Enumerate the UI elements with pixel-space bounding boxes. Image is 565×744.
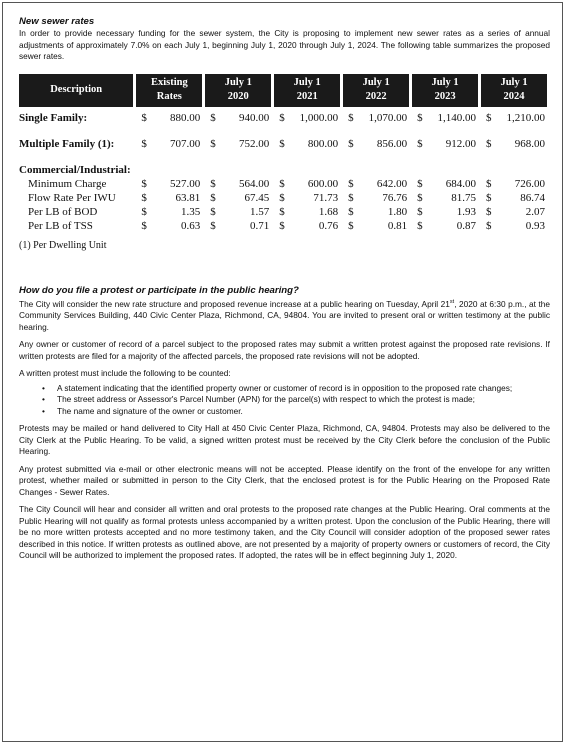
table-footnote: (1) Per Dwelling Unit xyxy=(19,239,107,251)
currency-symbol: $ xyxy=(279,111,285,124)
currency-symbol: $ xyxy=(417,191,423,204)
rate-value: 912.00 xyxy=(445,137,477,150)
rate-cell xyxy=(412,205,478,219)
rate-cell xyxy=(136,191,202,205)
currency-symbol: $ xyxy=(348,205,354,218)
currency-symbol: $ xyxy=(279,219,285,232)
rate-cell xyxy=(343,125,409,151)
currency-symbol: $ xyxy=(141,205,147,218)
rate-cell xyxy=(205,219,271,233)
row-label: Commercial/Industrial: xyxy=(19,163,131,176)
rate-value: 1,210.00 xyxy=(506,111,545,124)
rate-value: 0.81 xyxy=(387,219,408,232)
rate-cell xyxy=(205,205,271,219)
currency-symbol: $ xyxy=(141,219,147,232)
rate-cell xyxy=(343,177,409,191)
header-description: Description xyxy=(19,74,133,107)
currency-symbol: $ xyxy=(210,111,216,124)
rate-value: 1,140.00 xyxy=(437,111,477,124)
rate-cell xyxy=(412,177,478,191)
rate-value: 76.76 xyxy=(382,191,408,204)
bullet-icon: • xyxy=(42,405,45,416)
rate-value: 726.00 xyxy=(514,177,545,190)
rate-cell xyxy=(205,177,271,191)
rate-value: 968.00 xyxy=(514,137,545,150)
rate-value: 0.76 xyxy=(318,219,339,232)
rate-cell xyxy=(274,205,340,219)
list-item: • The street address or Assessor's Parcel Number (APN) for the parcel(s) with respect to which the protest is made; xyxy=(42,394,475,404)
list-item: • A statement indicating that the identified property owner or customer of record is in opposition to the proposed rate changes; xyxy=(42,382,513,393)
row-label: Minimum Charge xyxy=(28,177,107,190)
rate-value: 856.00 xyxy=(376,137,408,150)
rate-value: 880.00 xyxy=(170,111,201,124)
protest-requirements-intro: A written protest must include the following to be counted: xyxy=(19,368,231,378)
currency-symbol: $ xyxy=(210,177,216,190)
rate-cell xyxy=(481,125,547,151)
table-row-commercial-heading xyxy=(19,151,547,177)
rate-cell xyxy=(343,205,409,219)
rate-cell xyxy=(481,177,547,191)
currency-symbol: $ xyxy=(417,137,423,150)
currency-symbol: $ xyxy=(210,219,216,232)
currency-symbol: $ xyxy=(417,177,423,190)
hearing-paragraph: The City will consider the new rate structure and proposed revenue increase at a public hearing on Tuesday, April 21st, 2020 at 6:30 p.m., at the Community Services Building, 440 Civic Center Plaza, Richmond, CA, 94804. You are invited to present oral or written testimony at the public hearing. xyxy=(19,298,550,332)
electronic-protest-paragraph: Any protest submitted via e-mail or other electronic means will not be accepted. Please identify on the front of the envelope for any written protest, whether mailed or submitted in person to the City Clerk, that the enclosed protest is for the Public Hearing on the Proposed Rate Changes - Sewer Rates. xyxy=(19,463,550,497)
rate-value: 564.00 xyxy=(238,177,270,190)
currency-symbol: $ xyxy=(141,177,147,190)
rate-cell xyxy=(481,191,547,205)
header-2021: July 1 2021 xyxy=(274,74,340,107)
rate-value: 63.81 xyxy=(175,191,201,204)
currency-symbol: $ xyxy=(279,177,285,190)
rate-value: 1.93 xyxy=(456,205,477,218)
currency-symbol: $ xyxy=(279,205,285,218)
rate-value: 67.45 xyxy=(244,191,270,204)
currency-symbol: $ xyxy=(348,177,354,190)
list-item: • The name and signature of the owner or customer. xyxy=(42,405,243,416)
bullet-icon: • xyxy=(42,394,45,404)
rate-value: 81.75 xyxy=(451,191,477,204)
rate-value: 1,000.00 xyxy=(299,111,339,124)
rate-value: 600.00 xyxy=(307,177,339,190)
currency-symbol: $ xyxy=(348,219,354,232)
row-label: Per LB of TSS xyxy=(28,219,93,232)
rate-value: 940.00 xyxy=(238,111,270,124)
rate-cell xyxy=(136,107,202,125)
rate-cell xyxy=(136,125,202,151)
rate-cell xyxy=(205,191,271,205)
rate-value: 800.00 xyxy=(307,137,339,150)
rate-value: 1.68 xyxy=(318,205,339,218)
currency-symbol: $ xyxy=(417,205,423,218)
rate-value: 0.71 xyxy=(249,219,270,232)
table-row-tss xyxy=(19,219,547,233)
table-row-multiple-family xyxy=(19,125,547,151)
rate-cell xyxy=(136,177,202,191)
currency-symbol: $ xyxy=(486,191,492,204)
currency-symbol: $ xyxy=(141,137,147,150)
sewer-rates-table xyxy=(16,74,550,233)
currency-symbol: $ xyxy=(486,219,492,232)
currency-symbol: $ xyxy=(417,219,423,232)
row-label: Multiple Family (1): xyxy=(19,137,115,150)
rate-cell xyxy=(412,125,478,151)
rate-value: 0.87 xyxy=(456,219,477,232)
rate-cell xyxy=(136,219,202,233)
rate-cell xyxy=(274,191,340,205)
table-row-bod xyxy=(19,205,547,219)
rate-value: 684.00 xyxy=(445,177,477,190)
header-2023: July 1 2023 xyxy=(412,74,478,107)
row-label: Flow Rate Per IWU xyxy=(28,191,116,204)
rate-value: 2.07 xyxy=(525,205,545,218)
rate-value: 752.00 xyxy=(238,137,270,150)
protest-eligibility-paragraph: Any owner or customer of record of a parcel subject to the proposed rates may submit a written protest against the proposed rate revisions. If written protests are filed for a majority of the affected parcels, the proposed rate revisions will not be adopted. xyxy=(19,339,550,361)
header-2024: July 1 2024 xyxy=(481,74,547,107)
rate-cell xyxy=(343,219,409,233)
currency-symbol: $ xyxy=(141,191,147,204)
currency-symbol: $ xyxy=(486,205,492,218)
header-2020: July 1 2020 xyxy=(205,74,271,107)
currency-symbol: $ xyxy=(210,137,216,150)
rate-value: 1.35 xyxy=(181,205,201,218)
rate-cell xyxy=(274,219,340,233)
rate-cell xyxy=(481,205,547,219)
rate-cell xyxy=(136,205,202,219)
table-header-row xyxy=(19,74,547,107)
table-row-minimum-charge xyxy=(19,177,547,191)
rate-cell xyxy=(343,107,409,125)
protest-requirements-list xyxy=(42,383,550,418)
protest-delivery-paragraph: Protests may be mailed or hand delivered to City Hall at 450 Civic Center Plaza, Richmond, CA, 94804. Protests may also be delivered to the City Clerk at the Public Hearing. To be valid, a signed written protest must be received by the City Clerk before the conclusion of the Public Hearing. xyxy=(19,423,550,456)
currency-symbol: $ xyxy=(348,191,354,204)
protest-heading: How do you file a protest or participate in the public hearing? xyxy=(19,284,299,296)
table-row-single-family xyxy=(19,107,547,125)
council-hearing-paragraph: The City Council will hear and consider all written and oral protests to the proposed rate changes at the Public Hearing. Oral comments at the Public Hearing will not qualify as formal protests unless accompanied by a written protest. Upon the conclusion of the Public Hearing, there will be no more written protests accepted and no more testimony taken, and the City Council will consider adoption of the proposed sewer rates described in this notice. If written protests as outlined above, are not presented by a majority of property owners or customers of record, the City Council will be authorized to implement the proposed rates. If adopted, the rates will be in effect beginning July 1, 2020. xyxy=(19,504,550,560)
row-label: Single Family: xyxy=(19,111,88,124)
rate-cell xyxy=(412,191,478,205)
rate-value: 0.93 xyxy=(525,219,545,232)
row-label: Per LB of BOD xyxy=(28,205,98,218)
rate-cell xyxy=(481,107,547,125)
currency-symbol: $ xyxy=(486,111,492,124)
rate-value: 86.74 xyxy=(520,191,545,204)
rate-value: 527.00 xyxy=(170,177,201,190)
rate-cell xyxy=(205,125,271,151)
rate-cell xyxy=(481,219,547,233)
header-2022: July 1 2022 xyxy=(343,74,409,107)
rate-value: 1.80 xyxy=(387,205,408,218)
currency-symbol: $ xyxy=(348,111,354,124)
sewer-rates-heading: New sewer rates xyxy=(19,16,95,27)
currency-symbol: $ xyxy=(279,191,285,204)
rate-cell xyxy=(343,191,409,205)
rate-value: 1,070.00 xyxy=(368,111,408,124)
rate-cell xyxy=(412,107,478,125)
rate-cell xyxy=(412,219,478,233)
rate-value: 642.00 xyxy=(376,177,408,190)
rate-cell xyxy=(205,107,271,125)
notice-page xyxy=(2,2,563,742)
rate-value: 1.57 xyxy=(249,205,270,218)
rate-cell xyxy=(274,125,340,151)
currency-symbol: $ xyxy=(348,137,354,150)
header-existing: Existing Rates xyxy=(136,74,202,107)
rate-value: 0.63 xyxy=(181,219,201,232)
rate-value: 71.73 xyxy=(313,191,339,204)
bullet-icon: • xyxy=(42,382,45,393)
currency-symbol: $ xyxy=(486,137,492,150)
currency-symbol: $ xyxy=(417,111,423,124)
rate-cell xyxy=(274,107,340,125)
currency-symbol: $ xyxy=(210,205,216,218)
currency-symbol: $ xyxy=(279,137,285,150)
rate-value: 707.00 xyxy=(170,137,201,150)
currency-symbol: $ xyxy=(210,191,216,204)
rate-cell xyxy=(274,177,340,191)
currency-symbol: $ xyxy=(486,177,492,190)
sewer-rates-intro: In order to provide necessary funding for the sewer system, the City is proposing to implement new sewer rates as a series of annual adjustments of approximately 7.0% on each July 1, beginning July 1, 2020 through July 1, 2024. The following table summarizes the proposed sewer rates. xyxy=(19,28,550,61)
table-row-flow-rate xyxy=(19,191,547,205)
currency-symbol: $ xyxy=(141,111,147,124)
